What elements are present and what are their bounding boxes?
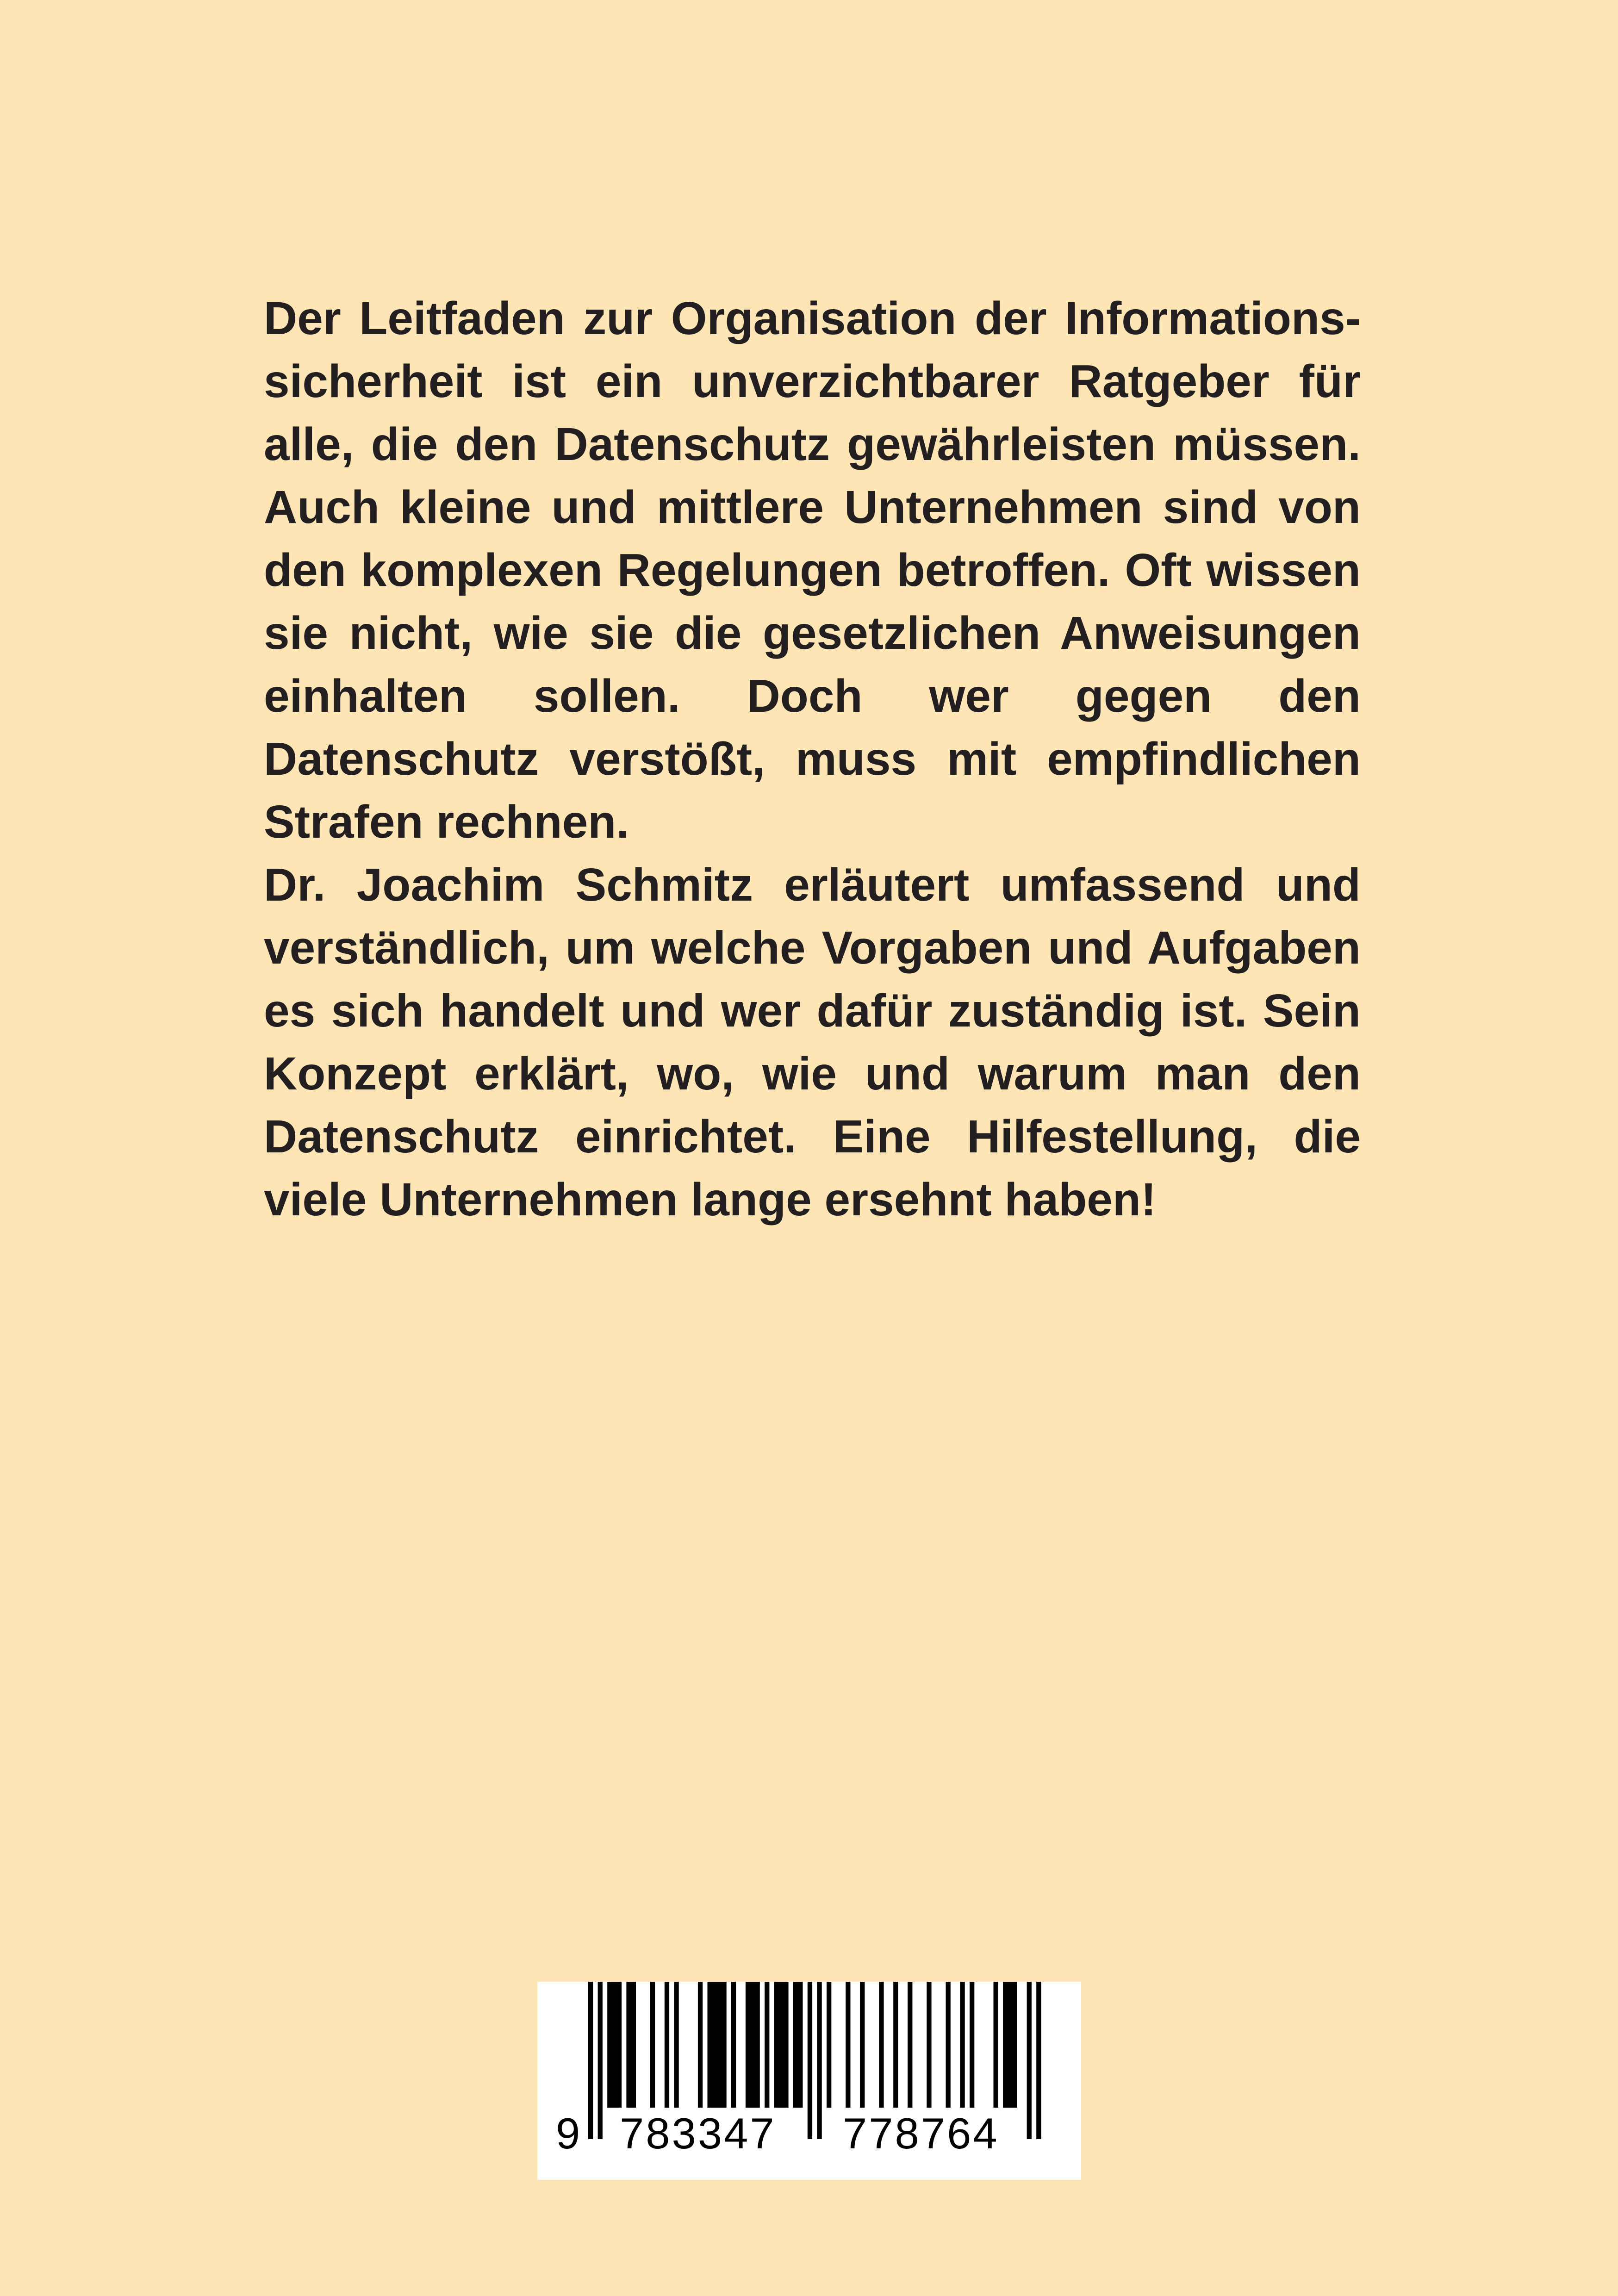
barcode-right-digits: 778764 — [843, 2109, 999, 2158]
barcode-guard-bar — [588, 1982, 593, 2139]
barcode-bar — [846, 1982, 850, 2108]
barcode-bar — [665, 1982, 669, 2108]
barcode-bar — [946, 1982, 951, 2108]
barcode-bar — [765, 1982, 769, 2108]
barcode-bar — [908, 1982, 912, 2108]
description-paragraph-1: Der Leitfaden zur Organisation der Informationssicherheit ist ein unverzichtbarer Ratgeber für alle, die den Datenschutz gewährleisten müssen. Auch kleine und mittlere Unternehmen sind von den komplexen Regelungen betroffen. Oft wissen sie nicht, wie sie die gesetzlichen Anweisungen einhalten sollen. Doch wer gegen den Datenschutz verstößt, muss mit empfindlichen Strafen rechnen. — [264, 292, 1361, 848]
barcode-bar — [893, 1982, 898, 2108]
isbn-barcode — [537, 1982, 1081, 2180]
barcode-bar — [994, 1982, 998, 2108]
barcode-bar — [626, 1982, 636, 2108]
barcode-left-digits: 783347 — [620, 2109, 776, 2158]
barcode-guard-bar — [1027, 1982, 1032, 2139]
barcode-bar — [731, 1982, 736, 2108]
barcode-bar — [860, 1982, 865, 2108]
barcode-guard-bar — [808, 1982, 812, 2139]
barcode-lead-digit: 9 — [556, 2109, 580, 2158]
barcode-bar — [674, 1982, 678, 2108]
description-paragraph-2: Dr. Joachim Schmitz erläutert umfassend und verständlich, um welche Vorgaben und Aufgaben es sich handelt und wer dafür zuständig ist. Sein Konzept erklärt, wo, wie und warum man den Datenschutz einrichtet. Eine Hilfestellung, die viele Unternehmen lange ersehnt haben! — [264, 859, 1361, 1226]
barcode-guard-bar — [817, 1982, 821, 2139]
barcode-bar — [927, 1982, 931, 2108]
barcode-guard-bar — [1036, 1982, 1041, 2139]
barcode-bar — [970, 1982, 974, 2108]
barcode-bar — [793, 1982, 803, 2108]
barcode-bar — [698, 1982, 703, 2108]
barcode-bar — [960, 1982, 965, 2108]
barcode-bar — [607, 1982, 622, 2108]
barcode-bar — [650, 1982, 655, 2108]
barcode-bars — [537, 1982, 1081, 2180]
barcode-guard-bar — [598, 1982, 603, 2139]
barcode-bar — [774, 1982, 789, 2108]
barcode-bar — [879, 1982, 884, 2108]
barcode-bar — [827, 1982, 831, 2108]
barcode-bar — [708, 1982, 727, 2108]
barcode-bar — [746, 1982, 760, 2108]
book-description — [264, 287, 1361, 1231]
barcode-bar — [1003, 1982, 1017, 2108]
